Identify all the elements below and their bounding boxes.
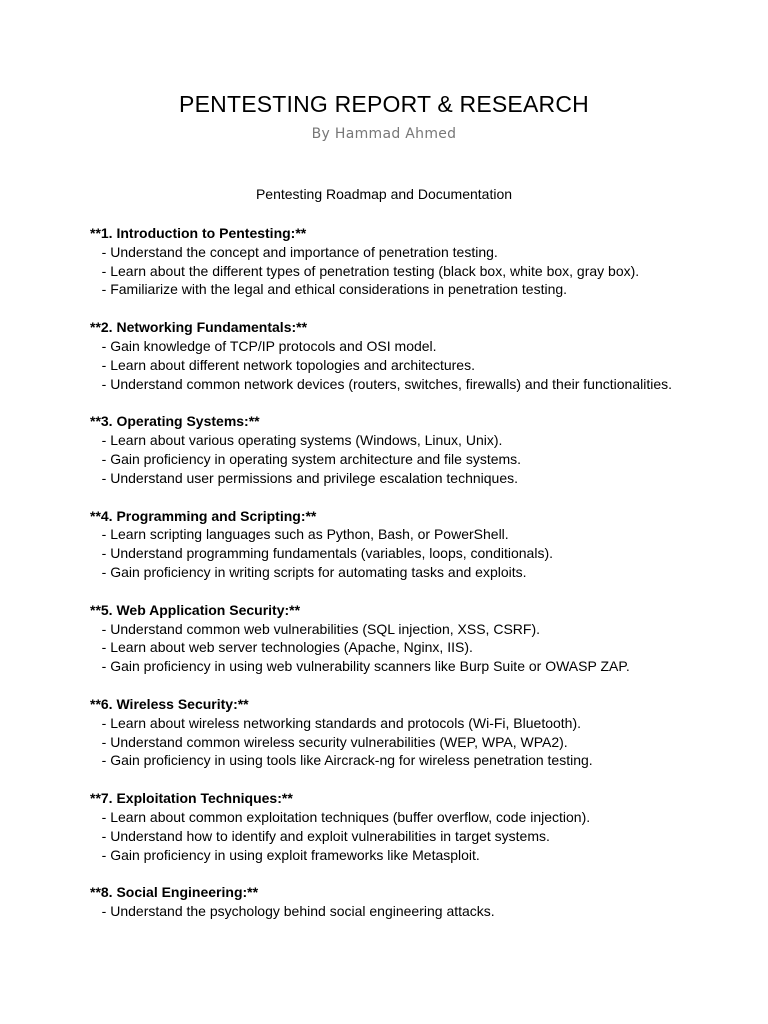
section-operating-systems xyxy=(90,412,730,487)
document-subheading: Pentesting Roadmap and Documentation xyxy=(255,186,513,202)
list-item: - Learn scripting languages such as Python, Bash, or PowerShell. xyxy=(90,526,509,543)
list-item: - Understand how to identify and exploit vulnerabilities in target systems. xyxy=(90,827,550,844)
section-heading: **8. Social Engineering:** xyxy=(90,884,259,901)
section-social-engineering xyxy=(90,883,730,921)
list-item: - Gain proficiency in using web vulnerability scanners like Burp Suite or OWASP ZAP. xyxy=(90,658,630,675)
list-item: - Understand common network devices (routers, switches, firewalls) and their functionalities. xyxy=(90,375,673,392)
list-item: - Learn about common exploitation techniques (buffer overflow, code injection). xyxy=(90,808,591,825)
list-item: - Understand user permissions and privilege escalation techniques. xyxy=(90,469,519,486)
list-item: - Familiarize with the legal and ethical considerations in penetration testing. xyxy=(90,281,568,298)
roadmap-content xyxy=(90,224,730,940)
section-heading: **7. Exploitation Techniques:** xyxy=(90,790,293,807)
document-title: PENTESTING REPORT & RESEARCH xyxy=(179,91,589,117)
section-exploitation xyxy=(90,789,730,864)
list-item: - Understand common wireless security vulnerabilities (WEP, WPA, WPA2). xyxy=(90,733,568,750)
list-item: - Learn about various operating systems (Windows, Linux, Unix). xyxy=(90,432,503,449)
section-heading: **3. Operating Systems:** xyxy=(90,413,260,430)
list-item: - Gain proficiency in using exploit frameworks like Metasploit. xyxy=(90,846,480,863)
list-item: - Gain proficiency in operating system architecture and file systems. xyxy=(90,450,522,467)
list-item: - Gain proficiency in writing scripts for automating tasks and exploits. xyxy=(90,563,527,580)
section-heading: **6. Wireless Security:** xyxy=(90,695,249,712)
list-item: - Understand the concept and importance of penetration testing. xyxy=(90,243,498,260)
document-byline: By Hammad Ahmed xyxy=(311,126,457,142)
section-wireless-security xyxy=(90,695,730,770)
list-item: - Gain knowledge of TCP/IP protocols and OSI model. xyxy=(90,337,437,354)
section-programming xyxy=(90,507,730,582)
section-heading: **4. Programming and Scripting:** xyxy=(90,507,317,524)
section-heading: **1. Introduction to Pentesting:** xyxy=(90,225,307,241)
list-item: - Gain proficiency in using tools like Aircrack-ng for wireless penetration testing. xyxy=(90,752,593,769)
section-heading: **5. Web Application Security:** xyxy=(90,601,301,618)
list-item: - Learn about different network topologies and architectures. xyxy=(90,356,475,373)
section-networking xyxy=(90,318,730,393)
list-item: - Understand the psychology behind social engineering attacks. xyxy=(90,903,495,920)
section-web-security xyxy=(90,601,730,676)
list-item: - Understand common web vulnerabilities (SQL injection, XSS, CSRF). xyxy=(90,620,540,637)
list-item: - Learn about the different types of penetration testing (black box, white box, gray box). xyxy=(90,262,640,279)
section-heading: **2. Networking Fundamentals:** xyxy=(90,319,308,336)
list-item: - Understand programming fundamentals (variables, loops, conditionals). xyxy=(90,545,554,562)
list-item: - Learn about wireless networking standards and protocols (Wi-Fi, Bluetooth). xyxy=(90,714,582,731)
list-item: - Learn about web server technologies (Apache, Nginx, IIS). xyxy=(90,639,473,656)
section-introduction xyxy=(90,224,730,299)
